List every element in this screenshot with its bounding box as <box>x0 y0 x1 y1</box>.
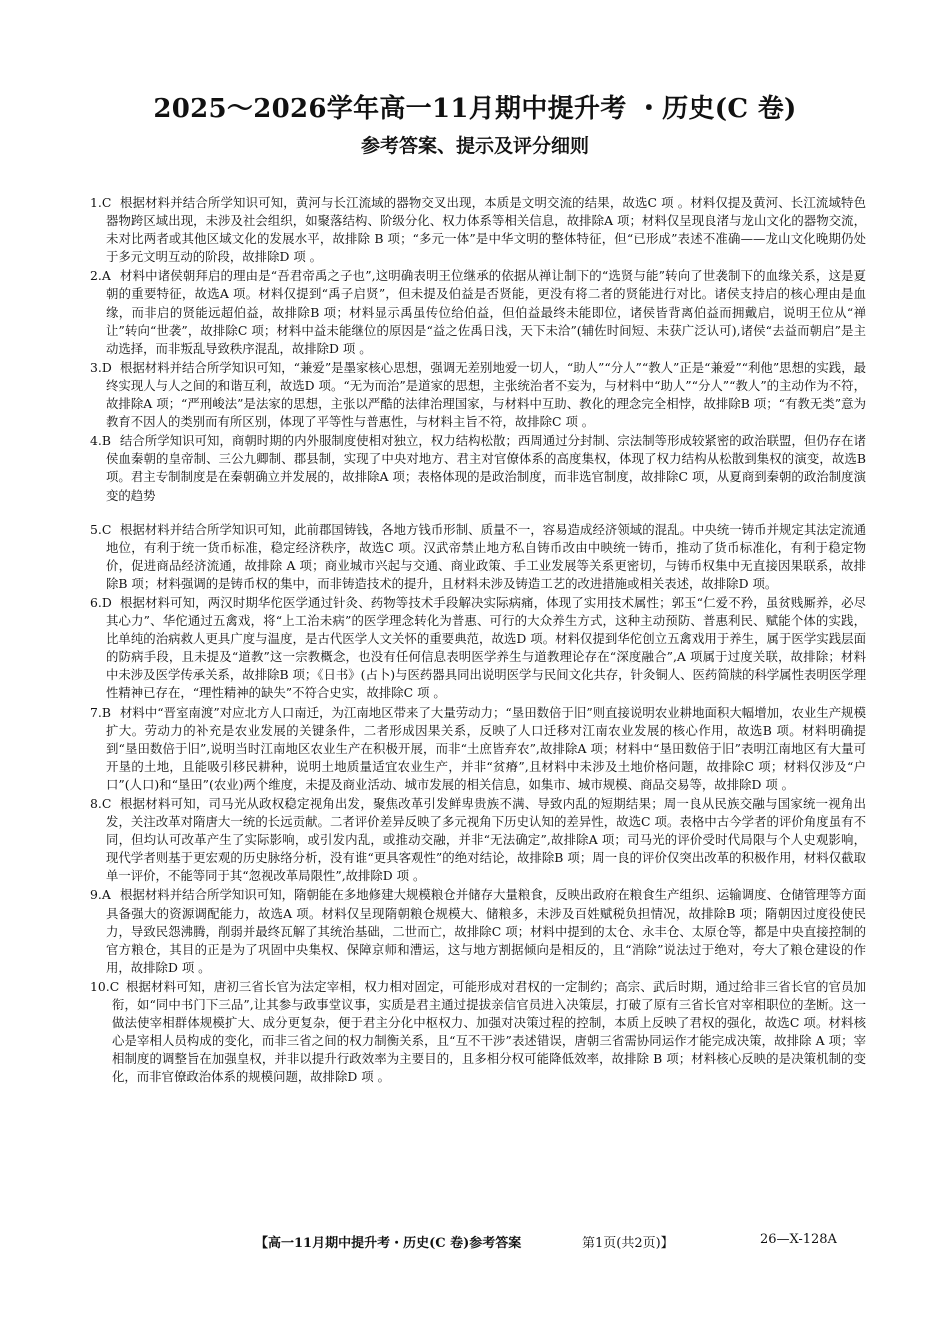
answer-number: 2.A <box>90 268 111 284</box>
answer-text: 根据材料可知，两汉时期华佗医学通过针灸、药物等技术手段解决实际病痛，体现了实用技术属性；郭玉“仁爱不矜，虽贫贱厮养，必尽其心力”、华佗通过五禽戏，将“上工治未病”的医学理念转化为普惠、可行的大众养生方式，这种主动预防、普惠利民、赋能个体的实践，比单纯的治病救人更具广度与温度，是古代医学人文关怀的重要典范，故选D 项。材料仅提到华佗创立五禽戏用于养生，属于医学实践层面的防病手段，且未提及“道教”这一宗教概念，也没有任何信息表明医学养生与道教理论存在“深度融合”,A 项属于过度关联，故排除；材料中未涉及医学传承关系，故排除B 项；《日书》(占卜)与医药器具同出说明医学与民间文化共存，针灸铜人、医药简牍的科学属性表明医学理性精神已存在，“理性精神的缺失”不符合史实，故排除C 项 。 <box>106 594 866 701</box>
answer-number: 5.C <box>90 521 112 537</box>
answer-number: 9.A <box>90 887 111 903</box>
answer-text: 根据材料并结合所学知识可知，黄河与长江流域的器物交叉出现，本质是文明交流的结果，故选C 项 。材料仅提及黄河、长江流域特色器物跨区域出现，未涉及社会组织，如聚落结构、阶级分化、权力体系等相关信息，故排除A 项；材料仅呈现良渚与龙山文化的器物交流，未对比两者或其他区域文化的发展水平，故排除 B 项；“多元一体”是中华文明的整体特征，但“已形成”表述不准确——龙山文化晚期仍处于多元文明互动的阶段，故排除D 项 。 <box>106 195 866 265</box>
answer-item-2 <box>90 267 866 357</box>
page-footer <box>0 1232 950 1252</box>
answer-number: 1.C <box>90 195 112 210</box>
answer-item-6 <box>90 594 866 703</box>
answer-number: 3.D <box>90 359 112 375</box>
answer-item-3 <box>90 359 866 431</box>
footer-title: 【高一11月期中提升考・历史(C 卷)参考答案 <box>255 1236 522 1251</box>
answer-number: 10.C <box>90 978 120 994</box>
page-title: 2025～2026学年高一11月期中提升考 ・历史(C 卷) <box>153 94 797 124</box>
answer-item-5 <box>90 521 866 593</box>
answer-text: 根据材料并结合所学知识可知，“兼爱”是墨家核心思想，强调无差别地爱一切人，“助人”“分人”“教人”正是“兼爱”“利他”思想的实践，最终实现人与人之间的和谐互利，故选D 项。“无为而治”是道家的思想，主张统治者不妄为，与材料中“助人”“分人”“教人”的主动作为不符，故排除A 项；“严刑峻法”是法家的思想，主张以严酷的法律治理国家，与材料中互助、教化的理念完全相悖，故排除B 项；“有教无类”意为教育不因人的类别而有所区别，体现了平等性与普惠性，与材料主旨不符，故排除C 项 。 <box>106 359 866 430</box>
answer-item-4 <box>90 432 866 504</box>
answer-list <box>90 194 866 1088</box>
answer-text: 根据材料并结合所学知识可知，此前郡国铸钱，各地方钱币形制、质量不一，容易造成经济领域的混乱。中央统一铸币并规定其法定流通地位，有利于统一货币标准，稳定经济秩序，故选C 项。汉武帝禁止地方私自铸币改由中映统一铸币，推动了货币标准化，有利于稳定物价，促进商品经济流通，故排除 A 项；商业城市兴起与交通、商业政策、手工业发展等关系更密切，与铸币权集中无直接因果联系，故排除B 项；材料强调的是铸币权的集中，而非铸造技术的提升，且材料未涉及铸造工艺的改进措施或相关表述，故排除D 项。 <box>106 521 866 591</box>
answer-text: 结合所学知识可知，商朝时期的内外服制度使相对独立，权力结构松散；西周通过分封制、宗法制等形成较紧密的政治联盟，但仍存在诸侯血秦朝的皇帝制、三公九卿制、郡县制，实现了中央对地方、君主对官僚体系的高度集权，体现了权力结构从松散到集权的演变，故选B 项。君主专制制度是在秦朝确立并发展的，故排除A 项；表格体现的是政治制度，而非选官制度，故排除C 项，从夏商到秦朝的政治制度演变的趋势 <box>106 433 866 503</box>
answer-number: 8.C <box>90 796 112 811</box>
answer-number: 7.B <box>90 704 111 720</box>
answer-number: 6.D <box>90 594 112 610</box>
answer-text: 根据材料可知，司马光从政权稳定视角出发，聚焦改革引发鲜卑贵族不满、导致内乱的短期结果；周一良从民族交融与国家统一视角出发，关注改革对隋唐大一统的长远贡献。二者评价差异反映了多元视角下历史认知的差异性，故选C 项。表格中古今学者的评价角度虽有不同，但均认可改革产生了实际影响，或引发内乱，或推动交融，并非“无法确定”,故排除A 项；司马光的评价受时代局限与个人史观影响，现代学者则基于更宏观的历史脉络分析，没有谁“更具客观性”的绝对结论，故排除B 项；周一良的评价仅突出改革的积极作用，材料仅截取单一评价，不能等同于其“忽视改革局限性”,故排除D 项 。 <box>106 796 866 884</box>
answer-item-9 <box>90 886 866 976</box>
answer-text: 根据材料可知，唐初三省长官为法定宰相，权力相对固定，可能形成对君权的一定制约；高宗、武后时期，通过给非三省长官的官员加衔，如“同中书门下三品”,让其参与政事堂议事，实质是君主通过提拔亲信官员进入决策层，打破了原有三省长官对宰相职位的垄断。这一做法使宰相群体规模扩大、成分更复杂，便于君主分化中枢权力、加强对决策过程的控制，本质上反映了君权的强化，故选C 项。材料核心是宰相人员构成的变化，而非三省之间的权力制衡关系，且“互不干涉”表述错误，唐朝三省需协同运作才能完成决策，故排除 A 项；宰相制度的调整旨在加强皇权，并非以提升行政效率为主要目的，且多相分权可能降低效率，故排除 B 项；材料核心反映的是决策机制的变化，而非官僚政治体系的规模问题，故排除D 项 。 <box>112 978 866 1085</box>
answer-item-1 <box>90 194 866 266</box>
answer-text: 根据材料并结合所学知识可知，隋朝能在多地修建大规模粮仓并储存大量粮食，反映出政府在粮食生产组织、运输调度、仓储管理等方面具备强大的资源调配能力，故选A 项。材料仅呈现隋朝粮仓规模大、储粮多，未涉及百姓赋税负担情况，故排除B 项；隋朝因过度役使民力，导致民怨沸腾，削弱并最终瓦解了其统治基础，二世而亡，故排除C 项；材料中提到的太仓、永丰仓、太原仓等，都是中央直接控制的官方粮仓，其目的正是为了巩固中央集权、保障京师和漕运，这与地方割据倾向是相反的，且“消除”说法过于绝对，夸大了粮仓建设的作用，故排除D 项 。 <box>106 887 866 975</box>
answer-item-8 <box>90 795 866 885</box>
footer-code: 26—X-128A <box>760 1232 837 1247</box>
footer-page-number: 第1页(共2页)】 <box>582 1236 674 1251</box>
answer-text: 材料中诸侯朝拜启的理由是“吾君帝禹之子也”,这明确表明王位继承的依据从禅让制下的“选贤与能”转向了世袭制下的血缘关系，这是夏朝的重要特征，故选A 项。材料仅提到“禹子启贤”，但未提及伯益是否贤能，更没有将二者的贤能进行对比。诸侯支持启的核心理由是血缘，而非启的贤能远超伯益，故排除B 项；材料显示禹虽传位给伯益，但伯益最终未能即位，诸侯皆背离伯益而拥戴启，说明王位从“禅让”转向“世袭”，故排除C 项；材料中益未能继位的原因是“益之佐禹日浅，天下未洽”(辅佐时间短、未获广泛认可),诸侯“去益而朝启”是主动选择，而非叛乱导致秩序混乱，故排除D 项 。 <box>106 268 866 356</box>
answer-item-7 <box>90 704 866 794</box>
answer-number: 4.B <box>90 433 111 449</box>
page-subtitle: 参考答案、提示及评分细则 <box>360 135 589 157</box>
answer-text: 材料中“晋室南渡”对应北方人口南迁，为江南地区带来了大量劳动力；“垦田数倍于旧”则直接说明农业耕地面积大幅增加，农业生产规模扩大。劳动力的补充是农业发展的关键条件，二者形成因果关系，反映了人口迁移对江南农业发展的核心作用，故选B 项。材料明确提到“垦田数倍于旧”,说明当时江南地区农业生产在积极开展，而非“土庶皆弃农”,故排除A 项；材料中“垦田数倍于旧”表明江南地区有大量可开垦的土地，且能吸引移民耕种，说明土地质量适宜农业生产，并非“贫瘠”,且材料中未涉及土地价格问题，故排除C 项；材料仅涉及“户口”(人口)和“垦田”(农业)两个维度，未提及商业活动、城市发展的相关信息，如集市、城市规模、商品交易等，故排除D 项 。 <box>106 704 866 792</box>
answer-item-10 <box>90 978 866 1087</box>
